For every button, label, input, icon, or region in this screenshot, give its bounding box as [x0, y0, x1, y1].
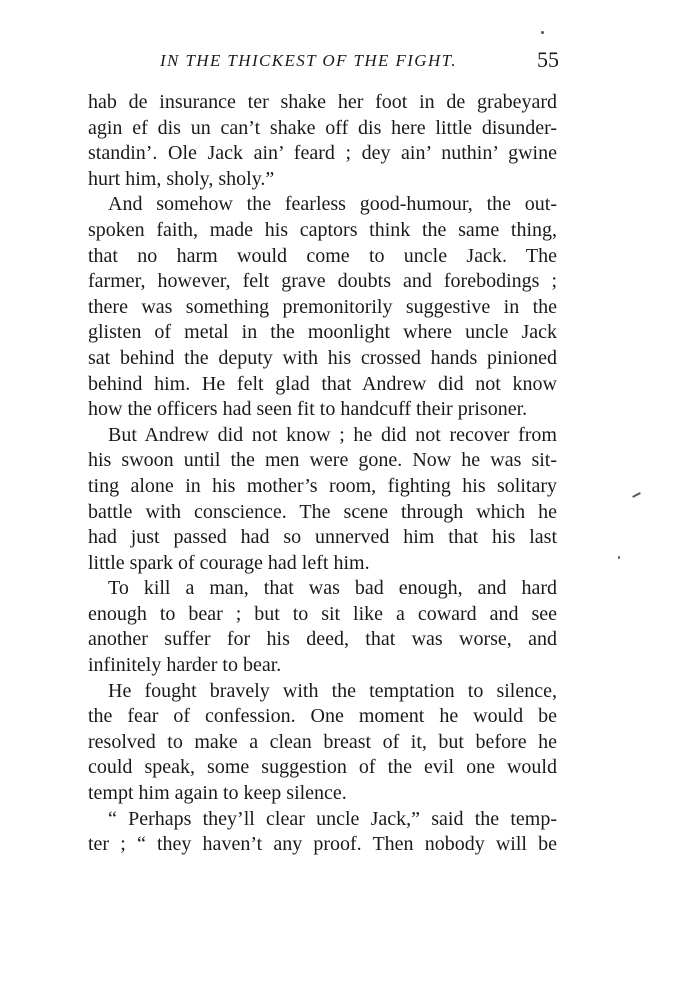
- running-head: [88, 47, 559, 74]
- text-line: could speak, some suggestion of the evil one would: [88, 756, 557, 779]
- text-line: how the officers had seen fit to handcuff their prisoner.: [88, 398, 528, 421]
- text-line: glisten of metal in the moonlight where uncle Jack: [88, 321, 557, 344]
- text-line: But Andrew did not know ; he did not recover from: [108, 423, 557, 446]
- text-line: “ Perhaps they’ll clear uncle Jack,” said the temp-: [108, 807, 557, 830]
- text-line: And somehow the fearless good-humour, the out-: [108, 193, 557, 216]
- text-line: had just passed had so unnerved him that his last: [88, 526, 557, 549]
- text-line: To kill a man, that was bad enough, and hard: [108, 577, 557, 600]
- print-speck: [632, 492, 641, 498]
- text-line: infinitely harder to bear.: [88, 654, 282, 677]
- text-line: his swoon until the men were gone. Now he was sit-: [88, 449, 557, 472]
- text-line: ting alone in his mother’s room, fighting his solitary: [88, 474, 557, 497]
- text-line: farmer, however, felt grave doubts and forebodings ;: [88, 270, 557, 293]
- text-line: hurt him, sholy, sholy.”: [88, 167, 275, 190]
- print-speck: [541, 31, 544, 34]
- text-line: little spark of courage had left him.: [88, 551, 370, 574]
- text-line: behind him. He felt glad that Andrew did not know: [88, 372, 557, 395]
- text-line: standin’. Ole Jack ain’ feard ; dey ain’ nuthin’ gwine: [88, 142, 557, 165]
- text-line: the fear of confession. One moment he would be: [88, 705, 557, 728]
- text-line: He fought bravely with the temptation to silence,: [108, 679, 557, 702]
- text-line: there was something premonitorily suggestive in the: [88, 295, 557, 318]
- print-speck: [618, 556, 620, 559]
- text-line: agin ef dis un can’t shake off dis here little disunder-: [88, 116, 557, 139]
- text-line: that no harm would come to uncle Jack. The: [88, 244, 557, 267]
- text-line: spoken faith, made his captors think the same thing,: [88, 218, 557, 241]
- text-line: ter ; “ they haven’t any proof. Then nobody will be: [88, 833, 557, 856]
- text-line: battle with conscience. The scene through which he: [88, 500, 557, 523]
- running-title: IN THE THICKEST OF THE FIGHT.: [160, 51, 457, 70]
- text-line: enough to bear ; but to sit like a coward and see: [88, 602, 557, 625]
- text-line: another suffer for his deed, that was worse, and: [88, 628, 557, 651]
- page-number: 55: [537, 47, 559, 72]
- text-line: tempt him again to keep silence.: [88, 782, 347, 805]
- text-line: resolved to make a clean breast of it, but before he: [88, 730, 557, 753]
- text-line: hab de insurance ter shake her foot in de grabeyard: [88, 91, 557, 113]
- body-text: [88, 90, 557, 858]
- text-line: sat behind the deputy with his crossed hands pinioned: [88, 346, 557, 369]
